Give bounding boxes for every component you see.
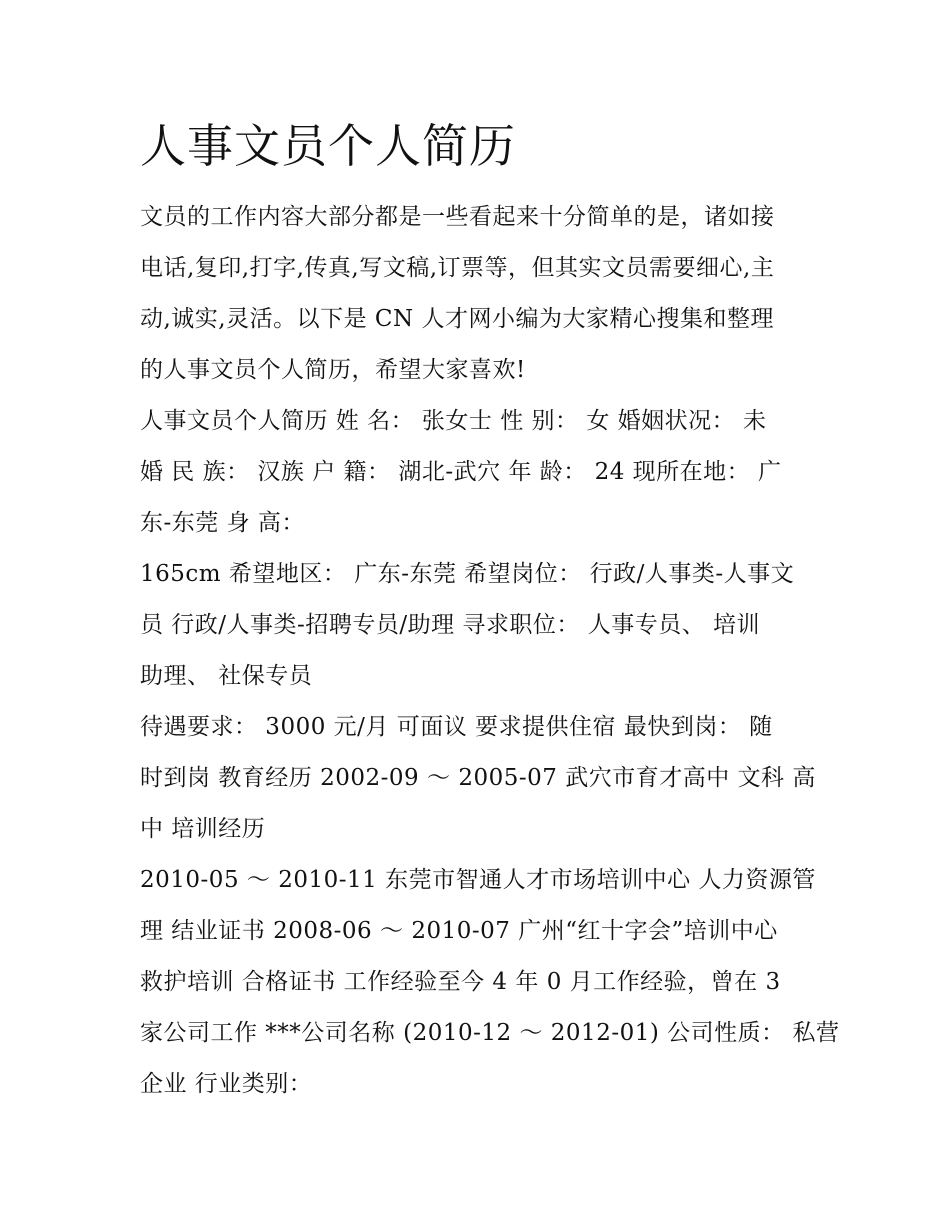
text-line: 救护培训 合格证书 工作经验至今 4 年 0 月工作经验，曾在 3 — [140, 969, 781, 995]
text-line: 时到岗 教育经历 2002-09 ～ 2005-07 武穴市育才高中 文科 高 — [140, 765, 816, 791]
personal-info-paragraph — [140, 396, 820, 549]
text-line: 助理、 社保专员 — [140, 663, 313, 689]
text-line: 待遇要求： 3000 元/月 可面议 要求提供住宿 最快到岗： 随 — [140, 714, 773, 740]
education-paragraph — [140, 702, 820, 855]
document-body — [140, 112, 840, 1110]
intro-paragraph — [140, 192, 820, 396]
text-line: 2010-05 ～ 2010-11 东莞市智通人才市场培训中心 人力资源管 — [140, 867, 816, 893]
text-line: 家公司工作 ***公司名称 (2010-12 ～ 2012-01) 公司性质： 私营 — [140, 1020, 840, 1046]
text-line: 婚 民 族： 汉族 户 籍： 湖北-武穴 年 龄： 24 现所在地： 广 — [140, 459, 782, 485]
text-line: 文员的工作内容大部分都是一些看起来十分简单的是，诸如接 — [140, 204, 775, 230]
text-line: 员 行政/人事类-招聘专员/助理 寻求职位： 人事专员、 培训 — [140, 612, 761, 638]
text-line: 的人事文员个人简历，希望大家喜欢! — [140, 357, 526, 383]
text-line: 中 培训经历 — [140, 816, 266, 842]
job-intention-paragraph — [140, 549, 820, 702]
text-line: 人事文员个人简历 姓 名： 张女士 性 别： 女 婚姻状况： 未 — [140, 408, 767, 434]
text-line: 东-东莞 身 高： — [140, 510, 305, 536]
training-experience-paragraph — [140, 855, 840, 1110]
text-line: 电话,复印,打字,传真,写文稿,订票等，但其实文员需要细心,主 — [140, 255, 775, 281]
text-line: 动,诚实,灵活。以下是 CN 人才网小编为大家精心搜集和整理 — [140, 306, 774, 332]
text-line: 企业 行业类别： — [140, 1071, 313, 1097]
text-line: 理 结业证书 2008-06 ～ 2010-07 广州“红十字会”培训中心 — [140, 918, 778, 944]
document-title: 人事文员个人简历 — [140, 119, 516, 173]
text-line: 165cm 希望地区： 广东-东莞 希望岗位： 行政/人事类-人事文 — [140, 561, 795, 587]
